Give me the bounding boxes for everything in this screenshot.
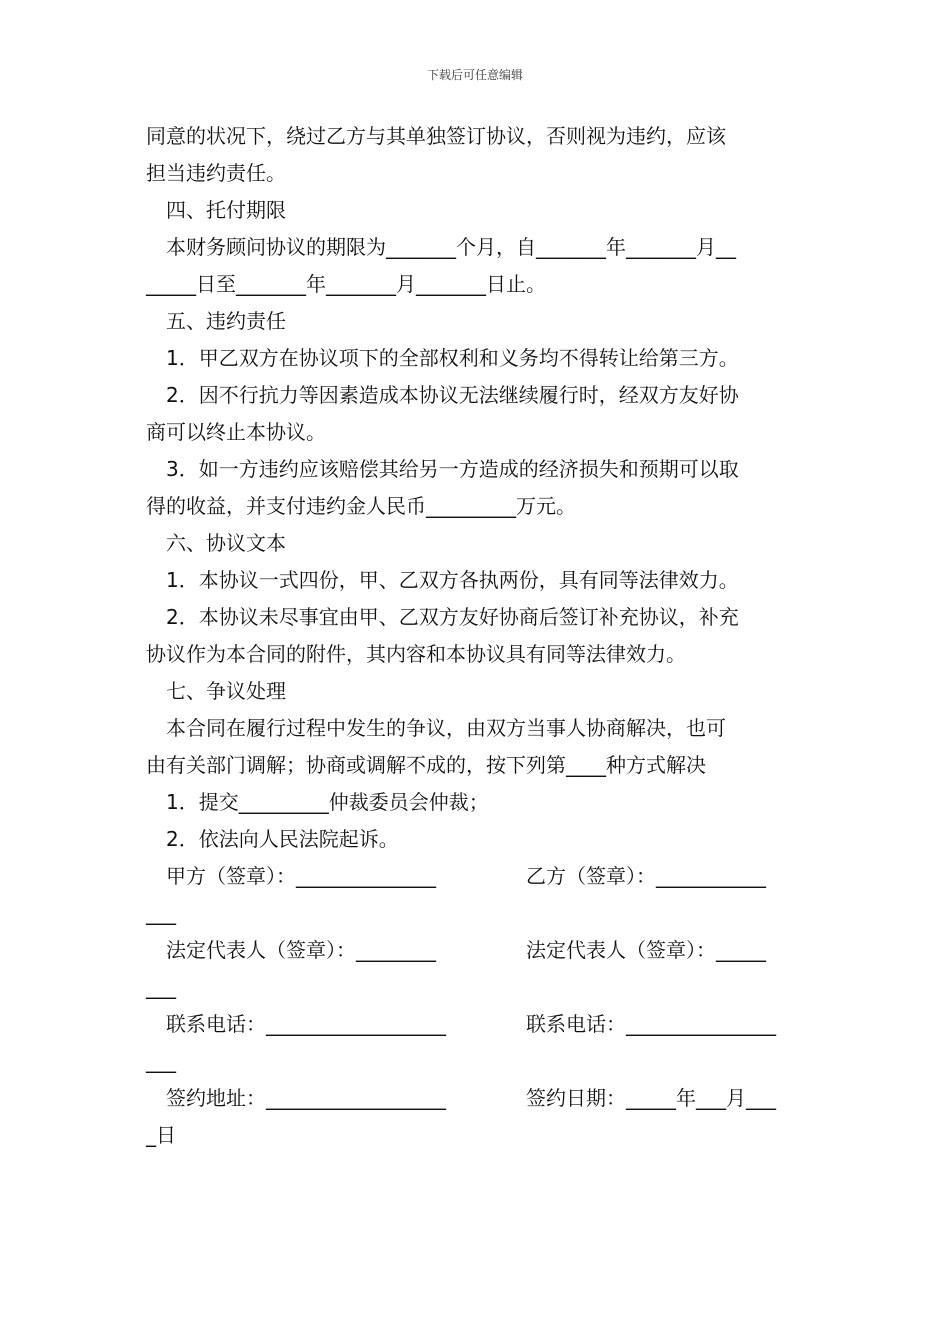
signature-row-party [146,858,810,932]
rep-b-signature-field: 法定代表人（签章）：_____ [526,938,766,962]
phone-b-field: 联系电话：_______________ [526,1012,776,1036]
signing-place-field: 签约地址：__________________ [166,1086,446,1110]
signature-row-representative [146,932,810,1006]
phone-b-continuation: ___ [146,1049,176,1073]
paragraph-line: 2．本协议未尽事宜由甲、乙双方友好协商后签订补充协议，补充 [166,605,739,629]
section-heading-text: 六、协议文本 [166,531,286,555]
section-heading-liability: 五、违约责任 [166,309,286,333]
section-heading-term: 四、托付期限 [166,198,286,222]
paragraph-line: 由有关部门调解；协商或调解不成的，按下列第____种方式解决 [146,753,706,777]
signing-date-field: 签约日期：_____年___月___ [526,1086,776,1110]
party-b-signature-continuation: ___ [146,901,176,925]
paragraph-line: 得的收益，并支付违约金人民币_________万元。 [146,494,576,518]
paragraph-line: 同意的状况下，绕过乙方与其单独签订协议，否则视为违约，应该 [146,124,726,148]
paragraph-line: 商可以终止本协议。 [146,420,326,444]
party-a-signature-field: 甲方（签章）：______________ [166,864,436,888]
page-header: 下载后可任意编辑 [426,68,523,82]
paragraph-line: 担当违约责任。 [146,161,286,185]
phone-a-field: 联系电话：__________________ [166,1012,446,1036]
paragraph-line: 2．依法向人民法院起诉。 [166,827,399,851]
document-body [146,118,810,1154]
paragraph-line: _____日至_______年_______月_______日止。 [146,272,546,296]
rep-b-signature-continuation: ___ [146,975,176,999]
paragraph-line: 本财务顾问协议的期限为_______个月，自_______年_______月__ [166,235,736,259]
paragraph-line: 本合同在履行过程中发生的争议，由双方当事人协商解决，也可 [166,716,726,740]
party-b-signature-field: 乙方（签章）：___________ [526,864,766,888]
paragraph-line: 2．因不行抗力等因素造成本协议无法继续履行时，经双方友好协 [166,383,739,407]
paragraph-line: 1．本协议一式四份，甲、乙双方各执两份，具有同等法律效力。 [166,568,739,592]
paragraph-line: 协议作为本合同的附件，其内容和本协议具有同等法律效力。 [146,642,686,666]
paragraph-line: 1．提交_________仲裁委员会仲裁； [166,790,489,814]
paragraph-line: 1．甲乙双方在协议项下的全部权利和义务均不得转让给第三方。 [166,346,739,370]
signing-date-continuation: _日 [146,1123,176,1147]
rep-a-signature-field: 法定代表人（签章）：________ [166,938,436,962]
section-heading-dispute: 七、争议处理 [166,679,286,703]
signature-row-phone [146,1006,810,1080]
paragraph-line: 3．如一方违约应该赔偿其给另一方造成的经济损失和预期可以取 [166,457,739,481]
signature-row-place-date [146,1080,810,1154]
